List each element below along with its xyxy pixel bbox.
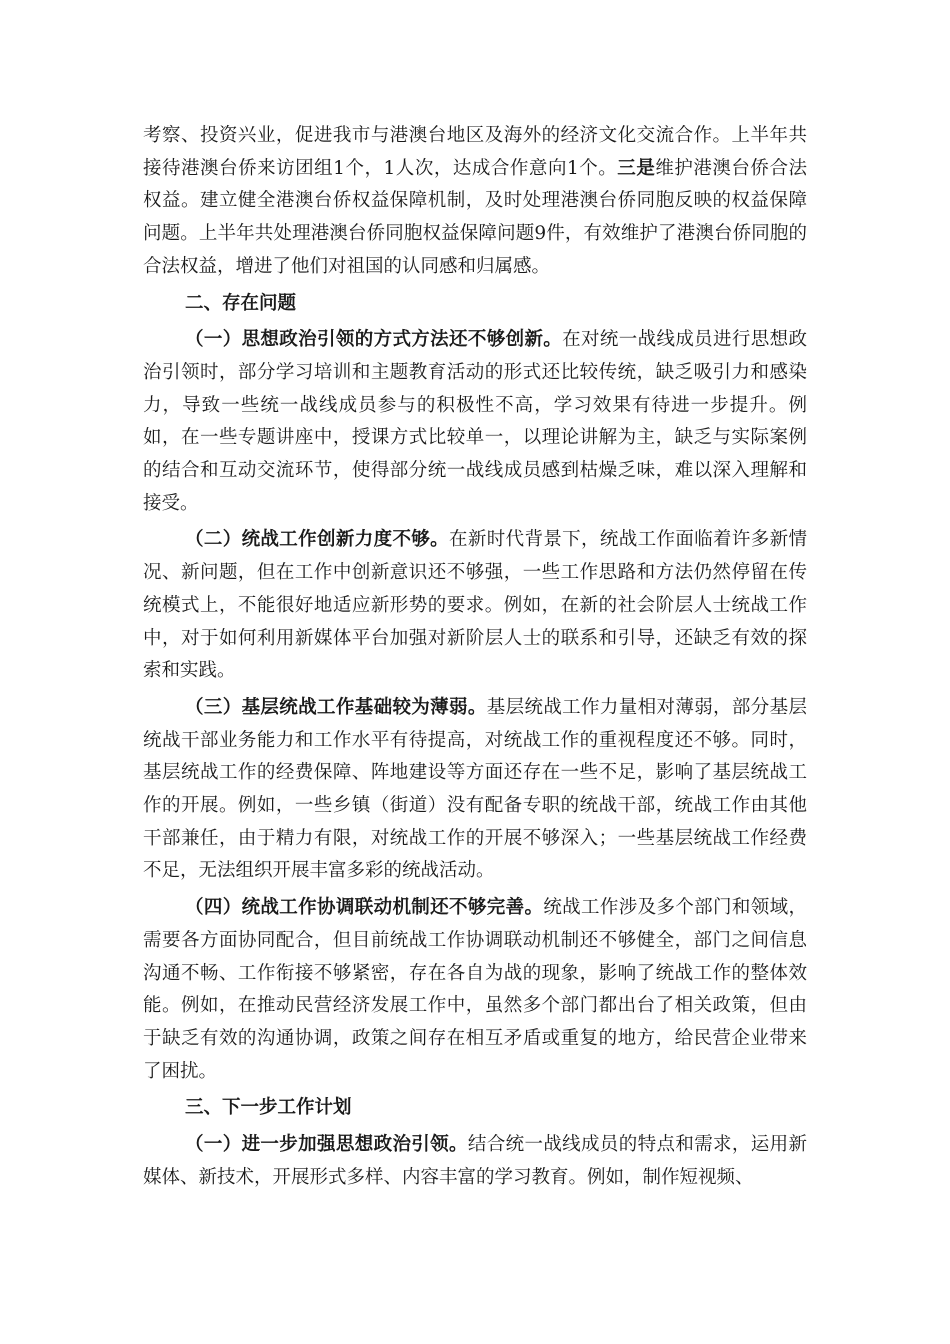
paragraph-text: 在对统一战线成员进行思想政治引领时，部分学习培训和主题教育活动的形式还比较传统，缺乏吸引力和感染力，导致一些统一战线成员参与的积极性不高，学习效果有待进一步提升。例如，在一些专题讲座中，授课方式比较单一，以理论讲解为主，缺乏与实际案例的结合和互动交流环节，使得部分统一战线成员感到枯燥乏味，难以深入理解和接受。 (143, 329, 807, 514)
paragraph-text: 在新时代背景下，统战工作面临着许多新情况、新问题，但在工作中创新意识还不够强，一些工作思路和方法仍然停留在传统模式上，不能很好地适应新形势的要求。例如，在新的社会阶层人士统战工作中，对于如何利用新媒体平台加强对新阶层人士的联系和引导，还缺乏有效的探索和实践。 (143, 529, 807, 682)
paragraph-text: 考察、投资兴业，促进我市与港澳台地区及海外的经济文化交流合作。上半年共接待港澳台侨来访团组1个，1人次，达成合作意向1个。 (143, 125, 807, 179)
paragraph-bold-lead: （一）思想政治引领的方式方法还不够创新。 (185, 329, 563, 351)
paragraph-bold-lead: （三）基层统战工作基础较为薄弱。 (185, 696, 487, 718)
paragraph-problem-2 (143, 524, 807, 688)
paragraph-problem-4 (143, 892, 807, 1088)
paragraph-problem-3 (143, 692, 807, 888)
paragraph-plan-1 (143, 1129, 807, 1194)
section-heading-problems: 二、存在问题 (185, 292, 297, 314)
paragraph-text: 维护港澳台侨合法权益。建立健全港澳台侨权益保障机制，及时处理港澳台侨同胞反映的权益保障问题。上半年共处理港澳台侨同胞权益保障问题9件，有效维护了港澳台侨同胞的合法权益，增进了他们对祖国的认同感和归属感。 (143, 157, 807, 277)
paragraph-bold-lead: 三是 (617, 157, 656, 179)
paragraph-bold-lead: （二）统战工作创新力度不够。 (185, 529, 450, 551)
paragraph-overseas-affairs (143, 120, 807, 284)
document-body (143, 120, 807, 1195)
paragraph-bold-lead: （一）进一步加强思想政治引领。 (185, 1134, 468, 1156)
paragraph-text: 统战工作涉及多个部门和领域，需要各方面协同配合，但目前统战工作协调联动机制还不够健全，部门之间信息沟通不畅、工作衔接不够紧密，存在各自为战的现象，影响了统战工作的整体效能。例如，在推动民营经济发展工作中，虽然多个部门都出台了相关政策，但由于缺乏有效的沟通协调，政策之间存在相互矛盾或重复的地方，给民营企业带来了困扰。 (143, 897, 807, 1082)
paragraph-text: 结合统一战线成员的特点和需求，运用新媒体、新技术，开展形式多样、内容丰富的学习教育。例如，制作短视频、 (143, 1134, 807, 1188)
paragraph-text: 基层统战工作力量相对薄弱，部分基层统战干部业务能力和工作水平有待提高，对统战工作的重视程度还不够。同时，基层统战工作的经费保障、阵地建设等方面还存在一些不足，影响了基层统战工作的开展。例如，一些乡镇（街道）没有配备专职的统战干部，统战工作由其他干部兼任，由于精力有限，对统战工作的开展不够深入；一些基层统战工作经费不足，无法组织开展丰富多彩的统战活动。 (143, 696, 807, 882)
paragraph-bold-lead: （四）统战工作协调联动机制还不够完善。 (185, 897, 544, 919)
paragraph-problem-1 (143, 324, 807, 520)
section-heading-next-steps: 三、下一步工作计划 (185, 1097, 352, 1119)
